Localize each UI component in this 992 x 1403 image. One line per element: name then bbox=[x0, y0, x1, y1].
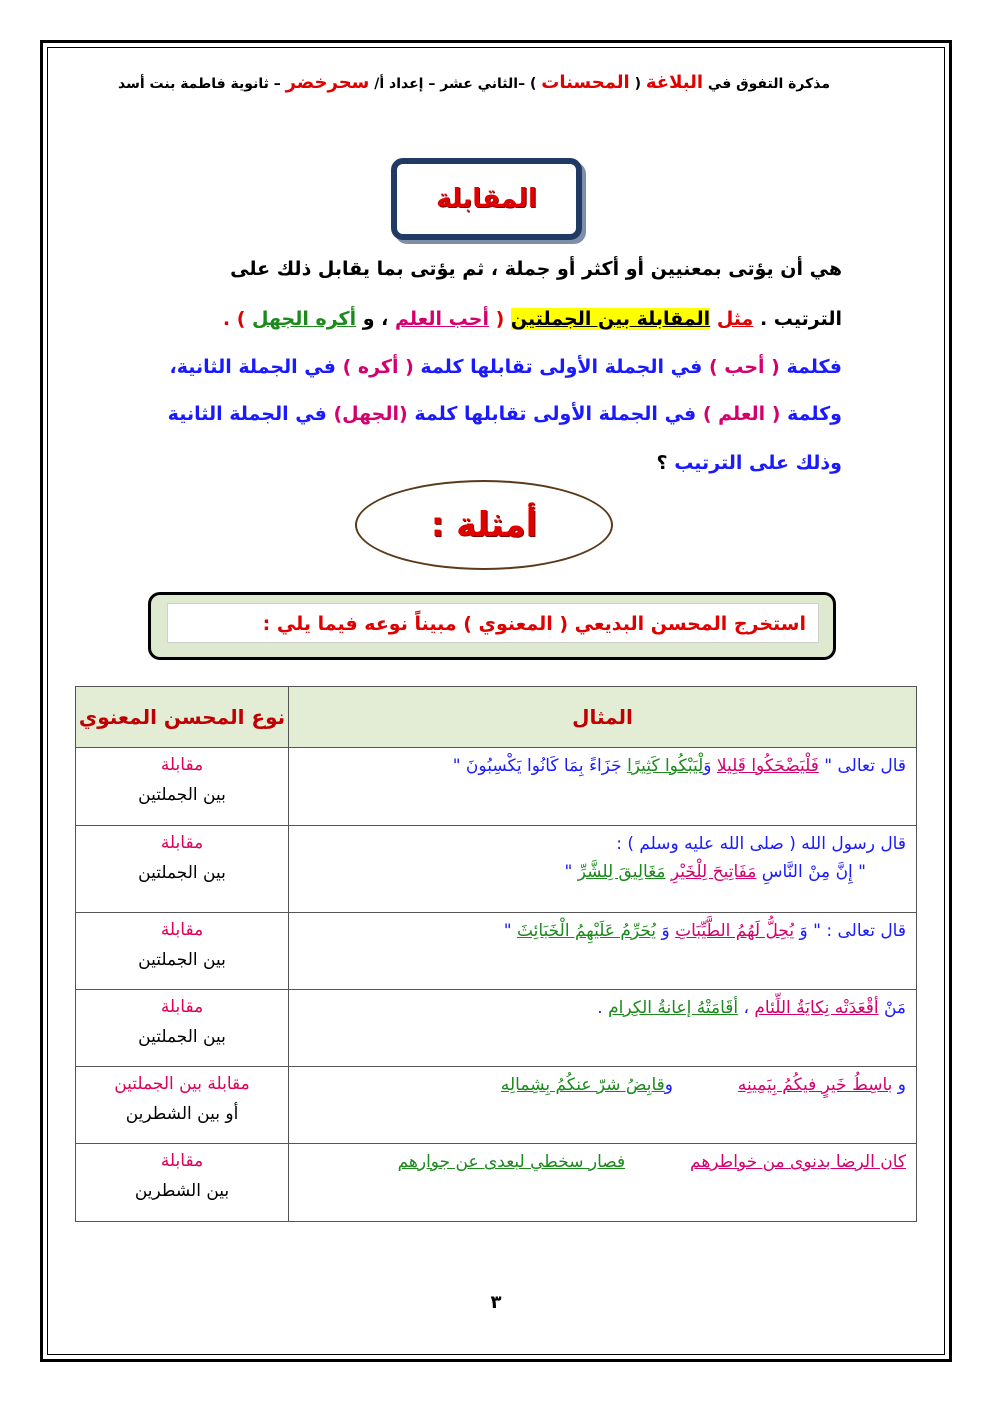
page-header bbox=[118, 72, 830, 93]
type-cell bbox=[76, 826, 289, 913]
type-cell bbox=[76, 990, 289, 1067]
column-header-type: نوع المحسن المعنوي bbox=[76, 687, 289, 748]
table-header-row bbox=[76, 687, 917, 748]
title-box bbox=[391, 158, 582, 240]
example-tail: " bbox=[564, 862, 578, 882]
type-detail: بين الجملتين bbox=[138, 950, 226, 970]
header-topic: المحسنات bbox=[541, 72, 630, 93]
type-cell bbox=[76, 1067, 289, 1144]
definition-line-4 bbox=[162, 403, 842, 425]
example-part-b: لْيَبْكُوا كَثِيرًا bbox=[627, 756, 704, 776]
header-subject: البلاغة bbox=[645, 72, 704, 93]
word-akrah: ( أكره ) bbox=[342, 356, 414, 378]
instruction-text: استخرج المحسن البديعي ( المعنوي ) مبيناً نوعه فيما يلي : bbox=[167, 603, 819, 643]
example-connector: وَ bbox=[703, 756, 717, 776]
definition-line-1 bbox=[162, 258, 842, 280]
example-cell bbox=[289, 748, 917, 826]
question-mark: ؟ bbox=[656, 452, 668, 474]
example-part-b: مَغَالِيقَ لِلشَّرِّ bbox=[577, 862, 666, 882]
definition-line-3 bbox=[162, 356, 842, 378]
example-word: مثل bbox=[716, 308, 754, 330]
type-name: مقابلة bbox=[160, 920, 204, 940]
definition-text: هي أن يؤتى بمعنيين أو أكثر أو جملة ، ثم يؤتى بما يقابل ذلك على bbox=[230, 258, 842, 280]
example-part-a: مَفَاتِيحَ لِلْخَيْرِ bbox=[670, 862, 757, 882]
table-row bbox=[76, 990, 917, 1067]
example-part-a: يُحِلُّ لَهُمُ الطَّيِّبَاتِ bbox=[675, 921, 795, 941]
column-header-example: المثال bbox=[289, 687, 917, 748]
example-connector: وَ bbox=[656, 921, 676, 941]
header-author: سحرخضر bbox=[285, 72, 370, 93]
word-jahl: (الجهل) bbox=[333, 403, 408, 425]
example-connector bbox=[625, 1152, 690, 1172]
example-connector: ، bbox=[738, 998, 755, 1018]
definition-text: وكلمة bbox=[787, 403, 842, 425]
example-cell bbox=[289, 826, 917, 913]
header-paren-open: ( bbox=[634, 76, 641, 92]
header-grade: ) –الثاني عشر – إعداد أ/ bbox=[374, 76, 537, 92]
word-ilm: ( العلم ) bbox=[702, 403, 781, 425]
example-tail: جَزَاءً بِمَا كَانُوا يَكْسِبُونَ " bbox=[452, 756, 628, 776]
definition-text: في الجملة الثانية bbox=[167, 403, 327, 425]
type-cell bbox=[76, 748, 289, 826]
example-part-a: باسِطُ خَيرٍ فيكُمُ بِيَمِينِه bbox=[737, 1075, 893, 1095]
definition-text: وذلك على الترتيب bbox=[674, 452, 842, 474]
example-tail: " bbox=[503, 921, 517, 941]
examples-heading-oval bbox=[355, 480, 613, 570]
table-row bbox=[76, 1144, 917, 1222]
table-row bbox=[76, 826, 917, 913]
table-row bbox=[76, 748, 917, 826]
example-cell bbox=[289, 913, 917, 990]
phrase-second: أكره الجهل bbox=[252, 308, 357, 330]
example-part-b: يُحَرِّمُ عَلَيْهِمُ الْخَبَائِثَ bbox=[516, 921, 657, 941]
type-name: مقابلة bbox=[160, 755, 204, 775]
type-detail: بين الجملتين bbox=[138, 785, 226, 805]
type-name: مقابلة bbox=[160, 1151, 204, 1171]
example-cell bbox=[289, 990, 917, 1067]
type-name: مقابلة bbox=[160, 997, 204, 1017]
phrase-first: أحب العلم bbox=[395, 308, 489, 330]
type-cell bbox=[76, 1144, 289, 1222]
example-intro: قال تعالى : " وَ bbox=[794, 921, 906, 941]
type-name: مقابلة bbox=[160, 833, 204, 853]
definition-line-2 bbox=[162, 308, 842, 330]
word-ahab: ( أحب ) bbox=[708, 356, 780, 378]
page-title: المقابلة bbox=[436, 184, 537, 214]
definition-text: في الجملة الأولى تقابلها كلمة bbox=[414, 403, 697, 425]
example-connector: و bbox=[664, 1075, 738, 1095]
example-part-a: أقْعَدَتْه نِكايَةُ اللِّئام bbox=[754, 998, 879, 1018]
examples-table bbox=[75, 686, 917, 1222]
example-part-b: فصار سخطي لبعدى عن جوارهم bbox=[397, 1152, 626, 1172]
type-detail: بين الجملتين bbox=[138, 863, 226, 883]
example-cell bbox=[289, 1067, 917, 1144]
example-part-a: فَلْيَضْحَكُوا قَلِيلا bbox=[716, 756, 819, 776]
type-name: مقابلة بين الجملتين bbox=[114, 1074, 250, 1094]
type-cell bbox=[76, 913, 289, 990]
example-intro: قال تعالى " bbox=[818, 756, 906, 776]
examples-heading: أمثلة : bbox=[430, 505, 538, 545]
definition-line-5 bbox=[162, 452, 842, 474]
type-detail: أو بين الشطرين bbox=[125, 1104, 239, 1124]
highlighted-phrase: المقابلة بين الجملتين bbox=[510, 308, 711, 330]
example-intro: " إِنَّ مِنْ النَّاسِ bbox=[756, 862, 866, 882]
example-part-a: كان الرضا بدنوى من خواطرهم bbox=[690, 1152, 906, 1172]
example-intro: مَنْ bbox=[878, 998, 906, 1018]
page-number: ٣ bbox=[490, 1292, 502, 1313]
example-part-b: قابِضُ شرّ عنكُمُ بِشِمالِه bbox=[500, 1075, 665, 1095]
type-detail: بين الجملتين bbox=[138, 1027, 226, 1047]
header-text: مذكرة التفوق في bbox=[707, 76, 830, 92]
example-tail: . bbox=[597, 998, 609, 1018]
example-part-b: أقَامَتْهُ إعانةُ الكِرام bbox=[608, 998, 739, 1018]
instruction-box bbox=[148, 592, 836, 660]
type-detail: بين الشطرين bbox=[134, 1181, 230, 1201]
example-cell bbox=[289, 1144, 917, 1222]
paren: ( bbox=[495, 308, 505, 330]
table-row bbox=[76, 1067, 917, 1144]
example-intro: و bbox=[892, 1075, 906, 1095]
paren-close: ) . bbox=[222, 308, 246, 330]
table-row bbox=[76, 913, 917, 990]
definition-text: في الجملة الأولى تقابلها كلمة bbox=[420, 356, 703, 378]
connector: ، و bbox=[362, 308, 389, 330]
definition-text: في الجملة الثانية، bbox=[169, 356, 336, 378]
definition-text: فكلمة bbox=[786, 356, 842, 378]
definition-text: الترتيب . bbox=[759, 308, 842, 330]
example-intro-line: قال رسول الله ( صلى الله عليه وسلم ) : bbox=[616, 834, 906, 854]
header-school: – ثانوية فاطمة بنت أسد bbox=[118, 76, 281, 92]
